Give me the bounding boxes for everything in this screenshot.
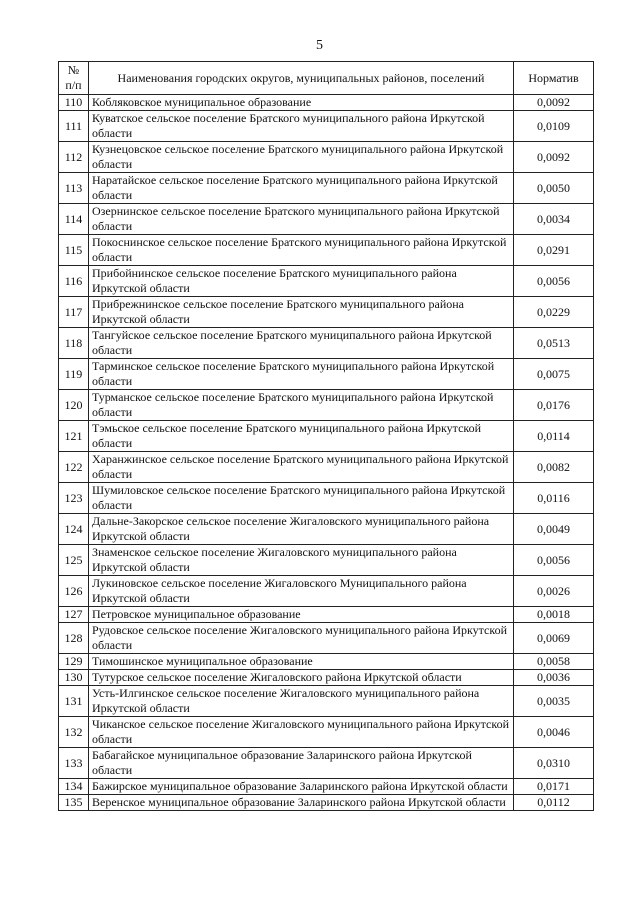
- row-name: Веренское муниципальное образование Заларинского района Иркутской области: [89, 795, 514, 811]
- row-name: Покоснинское сельское поселение Братского муниципального района Иркутской области: [89, 235, 514, 266]
- row-name: Прибойнинское сельское поселение Братского муниципального района Иркутской области: [89, 266, 514, 297]
- row-number: 125: [59, 545, 89, 576]
- table-row: [59, 452, 594, 483]
- row-value: 0,0116: [514, 483, 594, 514]
- table-row: [59, 576, 594, 607]
- table-row: [59, 654, 594, 670]
- row-number: 120: [59, 390, 89, 421]
- row-name: Кобляковское муниципальное образование: [89, 95, 514, 111]
- header-number: № п/п: [59, 62, 89, 95]
- row-number: 115: [59, 235, 89, 266]
- row-value: 0,0114: [514, 421, 594, 452]
- row-name: Усть-Илгинское сельское поселение Жигаловского муниципального района Иркутской области: [89, 686, 514, 717]
- row-value: 0,0069: [514, 623, 594, 654]
- row-value: 0,0058: [514, 654, 594, 670]
- table-row: [59, 328, 594, 359]
- row-number: 129: [59, 654, 89, 670]
- row-number: 135: [59, 795, 89, 811]
- table-row: [59, 779, 594, 795]
- normative-table: [58, 61, 594, 811]
- table-row: [59, 390, 594, 421]
- row-name: Рудовское сельское поселение Жигаловского муниципального района Иркутской области: [89, 623, 514, 654]
- row-value: 0,0036: [514, 670, 594, 686]
- row-value: 0,0034: [514, 204, 594, 235]
- row-name: Знаменское сельское поселение Жигаловского муниципального района Иркутской области: [89, 545, 514, 576]
- row-value: 0,0035: [514, 686, 594, 717]
- row-number: 122: [59, 452, 89, 483]
- row-value: 0,0310: [514, 748, 594, 779]
- row-value: 0,0018: [514, 607, 594, 623]
- table-row: [59, 173, 594, 204]
- row-value: 0,0291: [514, 235, 594, 266]
- header-name: Наименования городских округов, муниципальных районов, поселений: [89, 62, 514, 95]
- row-name: Чиканское сельское поселение Жигаловского муниципального района Иркутской области: [89, 717, 514, 748]
- table-row: [59, 111, 594, 142]
- row-name: Тэмьское сельское поселение Братского муниципального района Иркутской области: [89, 421, 514, 452]
- row-name: Бажирское муниципальное образование Заларинского района Иркутской области: [89, 779, 514, 795]
- table-row: [59, 359, 594, 390]
- row-number: 112: [59, 142, 89, 173]
- row-number: 132: [59, 717, 89, 748]
- page-number: 5: [316, 38, 323, 53]
- table-row: [59, 670, 594, 686]
- row-value: 0,0026: [514, 576, 594, 607]
- row-name: Тимошинское муниципальное образование: [89, 654, 514, 670]
- table-row: [59, 795, 594, 811]
- row-value: 0,0056: [514, 545, 594, 576]
- table-row: [59, 717, 594, 748]
- row-name: Кузнецовское сельское поселение Братского муниципального района Иркутской области: [89, 142, 514, 173]
- table-row: [59, 607, 594, 623]
- row-name: Тарминское сельское поселение Братского муниципального района Иркутской области: [89, 359, 514, 390]
- row-number: 127: [59, 607, 89, 623]
- row-value: 0,0092: [514, 95, 594, 111]
- table-row: [59, 545, 594, 576]
- row-name: Шумиловское сельское поселение Братского муниципального района Иркутской области: [89, 483, 514, 514]
- table-row: [59, 235, 594, 266]
- row-value: 0,0049: [514, 514, 594, 545]
- header-value: Норматив: [514, 62, 594, 95]
- row-name: Дальне-Закорское сельское поселение Жигаловского муниципального района Иркутской области: [89, 514, 514, 545]
- table-header-row: [59, 62, 594, 95]
- row-value: 0,0229: [514, 297, 594, 328]
- table-row: [59, 514, 594, 545]
- row-value: 0,0176: [514, 390, 594, 421]
- row-value: 0,0513: [514, 328, 594, 359]
- row-value: 0,0082: [514, 452, 594, 483]
- table-row: [59, 686, 594, 717]
- row-name: Куватское сельское поселение Братского муниципального района Иркутской области: [89, 111, 514, 142]
- row-value: 0,0171: [514, 779, 594, 795]
- row-value: 0,0046: [514, 717, 594, 748]
- row-number: 131: [59, 686, 89, 717]
- row-number: 130: [59, 670, 89, 686]
- row-number: 113: [59, 173, 89, 204]
- table-body: [59, 95, 594, 811]
- row-name: Петровское муниципальное образование: [89, 607, 514, 623]
- row-number: 124: [59, 514, 89, 545]
- row-value: 0,0112: [514, 795, 594, 811]
- table-row: [59, 623, 594, 654]
- row-number: 134: [59, 779, 89, 795]
- row-name: Лукиновское сельское поселение Жигаловского Муниципального района Иркутской области: [89, 576, 514, 607]
- row-name: Наратайское сельское поселение Братского муниципального района Иркутской области: [89, 173, 514, 204]
- row-number: 117: [59, 297, 89, 328]
- table-row: [59, 204, 594, 235]
- table-row: [59, 297, 594, 328]
- row-number: 110: [59, 95, 89, 111]
- table-row: [59, 483, 594, 514]
- row-number: 126: [59, 576, 89, 607]
- row-value: 0,0056: [514, 266, 594, 297]
- row-number: 133: [59, 748, 89, 779]
- row-name: Бабагайское муниципальное образование Заларинского района Иркутской области: [89, 748, 514, 779]
- row-value: 0,0075: [514, 359, 594, 390]
- table-row: [59, 95, 594, 111]
- row-value: 0,0109: [514, 111, 594, 142]
- row-value: 0,0050: [514, 173, 594, 204]
- row-number: 119: [59, 359, 89, 390]
- row-name: Озернинское сельское поселение Братского муниципального района Иркутской области: [89, 204, 514, 235]
- row-name: Турманское сельское поселение Братского муниципального района Иркутской области: [89, 390, 514, 421]
- row-name: Харанжинское сельское поселение Братского муниципального района Иркутской области: [89, 452, 514, 483]
- table-row: [59, 266, 594, 297]
- row-value: 0,0092: [514, 142, 594, 173]
- table-row: [59, 421, 594, 452]
- row-name: Тангуйское сельское поселение Братского муниципального района Иркутской области: [89, 328, 514, 359]
- row-number: 111: [59, 111, 89, 142]
- row-number: 121: [59, 421, 89, 452]
- table-row: [59, 142, 594, 173]
- row-number: 114: [59, 204, 89, 235]
- row-number: 116: [59, 266, 89, 297]
- row-name: Прибрежнинское сельское поселение Братского муниципального района Иркутской области: [89, 297, 514, 328]
- row-name: Тутурское сельское поселение Жигаловского района Иркутской области: [89, 670, 514, 686]
- table-row: [59, 748, 594, 779]
- row-number: 123: [59, 483, 89, 514]
- row-number: 118: [59, 328, 89, 359]
- row-number: 128: [59, 623, 89, 654]
